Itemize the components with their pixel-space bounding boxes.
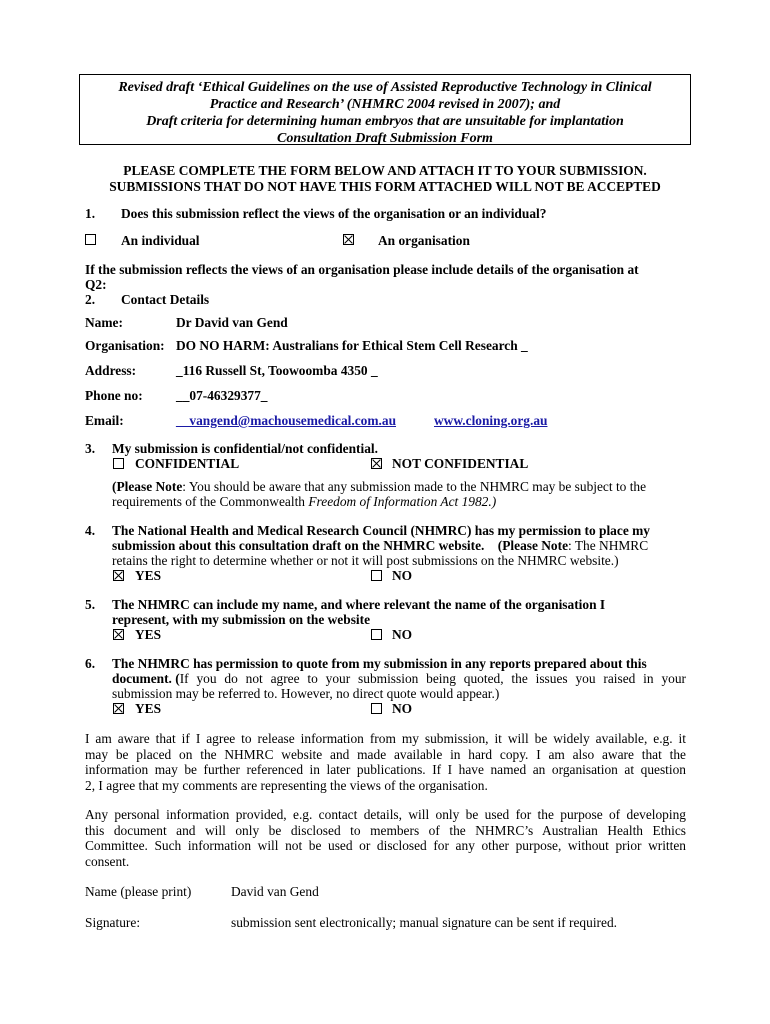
form-title <box>79 74 691 145</box>
awareness-line-3: information may be further referenced in later publications. If I have named an organisation at question <box>85 762 686 777</box>
q5-no-checkbox[interactable] <box>371 629 382 640</box>
confidential-checkbox[interactable] <box>113 458 124 469</box>
name-label: Name: <box>85 315 123 330</box>
privacy-paragraph <box>85 807 686 869</box>
organisation-label: An organisation <box>378 233 470 248</box>
phone-label: Phone no: <box>85 388 143 403</box>
org-note-line-1: If the submission reflects the views of an organisation please include details of the organisation at <box>85 262 639 277</box>
signature-field[interactable]: submission sent electronically; manual signature can be sent if required. <box>231 915 617 930</box>
q3-note-text: : You should be aware that any submission made to the NHMRC may be subject to the <box>182 479 647 494</box>
q4-line-2-bold: submission about this consultation draft on the NHMRC website. <box>112 538 485 553</box>
q6-line-2 <box>112 671 686 687</box>
awareness-line-2: may be placed on the NHMRC website and made available in hard copy. I am also aware that the <box>85 746 686 762</box>
q1-question: Does this submission reflect the views of the organisation or an individual? <box>121 206 547 221</box>
q4-note-text: : The NHMRC <box>568 538 649 553</box>
individual-checkbox[interactable] <box>85 234 96 245</box>
q4-line-1: The National Health and Medical Research Council (NHMRC) has my permission to place my <box>112 523 650 538</box>
address-label: Address: <box>85 363 137 378</box>
print-name-label: Name (please print) <box>85 884 192 899</box>
q4-yes-label: YES <box>135 568 162 583</box>
q6-no-checkbox[interactable] <box>371 703 382 714</box>
q5-yes-label: YES <box>135 627 162 642</box>
q4-number: 4. <box>85 523 96 538</box>
q4-no-label: NO <box>392 568 413 583</box>
foi-act: Freedom of Information Act 1982.) <box>308 494 497 509</box>
q6-line-3: submission may be referred to. However, no direct quote would appear.) <box>112 686 500 701</box>
privacy-line-2: this document and will only be disclosed to members of the NHMRC’s Australian Health Ethics <box>85 822 686 838</box>
email-label: Email: <box>85 413 124 428</box>
q2-number: 2. <box>85 292 96 307</box>
confidential-label: CONFIDENTIAL <box>135 456 240 471</box>
q5-yes-checkbox[interactable] <box>113 629 124 640</box>
instruction-line-2: SUBMISSIONS THAT DO NOT HAVE THIS FORM ATTACHED WILL NOT BE ACCEPTED <box>109 179 661 194</box>
q4-line-3: retains the right to determine whether or not it will post submissions on the NHMRC website.) <box>112 553 619 568</box>
q6-line-2-text: If you do not agree to your submission being quoted, the issues you raised in your <box>179 671 686 686</box>
organisation-checkbox[interactable] <box>343 234 354 245</box>
q1-number: 1. <box>85 206 96 221</box>
q5-number: 5. <box>85 597 96 612</box>
address-field[interactable]: _116 Russell St, Toowoomba 4350 _ <box>176 363 378 378</box>
q3-number: 3. <box>85 441 96 456</box>
privacy-line-3: Committee. Such information will not be used or disclosed for any other purpose, without prior written <box>85 838 686 853</box>
instruction-line-1: PLEASE COMPLETE THE FORM BELOW AND ATTACH IT TO YOUR SUBMISSION. <box>123 163 647 178</box>
q3-note-text-2: requirements of the Commonwealth <box>112 494 309 509</box>
q6-yes-checkbox[interactable] <box>113 703 124 714</box>
title-line-4: Consultation Draft Submission Form <box>277 131 493 146</box>
q5-no-label: NO <box>392 627 413 642</box>
q4-no-checkbox[interactable] <box>371 570 382 581</box>
phone-field[interactable]: __07-46329377_ <box>176 388 268 403</box>
awareness-paragraph <box>85 731 686 793</box>
not-confidential-checkbox[interactable] <box>371 458 382 469</box>
q4-note-label: (Please Note <box>497 538 569 553</box>
q6-line-1: The NHMRC has permission to quote from my submission in any reports prepared about this <box>112 656 647 671</box>
email-link[interactable]: __vangend@machousemedical.com.au <box>176 413 397 428</box>
title-line-1: Revised draft ‘Ethical Guidelines on the use of Assisted Reproductive Technology in Clinical <box>118 80 652 95</box>
q3-question: My submission is confidential/not confidential. <box>112 441 378 456</box>
awareness-line-4: 2, I agree that my comments are representing the views of the organisation. <box>85 777 488 793</box>
individual-label: An individual <box>121 233 200 248</box>
q2-heading: Contact Details <box>121 292 210 307</box>
title-line-3: Draft criteria for determining human embryos that are unsuitable for implantation <box>146 114 624 129</box>
not-confidential-label: NOT CONFIDENTIAL <box>392 456 529 471</box>
organisation-field[interactable]: DO NO HARM: Australians for Ethical Stem Cell Research _ <box>176 338 528 353</box>
privacy-line-1: Any personal information provided, e.g. contact details, will only be used for the purpose of developing <box>85 807 686 822</box>
q6-line-2-bold: document. ( <box>112 671 180 686</box>
privacy-line-4: consent. <box>85 853 130 869</box>
q4-yes-checkbox[interactable] <box>113 570 124 581</box>
website-link[interactable]: www.cloning.org.au <box>434 413 548 428</box>
q3-note-line-1 <box>112 479 646 495</box>
q5-line-1: The NHMRC can include my name, and where relevant the name of the organisation I <box>112 597 606 612</box>
print-name-field[interactable]: David van Gend <box>231 884 319 899</box>
q6-no-label: NO <box>392 701 413 716</box>
q4-line-2 <box>112 538 648 554</box>
q6-number: 6. <box>85 656 96 671</box>
awareness-line-1: I am aware that if I agree to release information from my submission, it will be widely available, e.g. it <box>85 731 686 746</box>
name-field[interactable]: Dr David van Gend <box>176 315 288 330</box>
org-note-line-2: Q2: <box>85 277 107 292</box>
q3-note-line-2 <box>112 494 496 510</box>
q3-note-label: (Please Note <box>112 479 183 494</box>
q5-line-2: represent, with my submission on the website <box>112 612 371 627</box>
q6-yes-label: YES <box>135 701 162 716</box>
title-line-2: Practice and Research’ (NHMRC 2004 revised in 2007); and <box>209 97 561 112</box>
organisation-field-label: Organisation: <box>85 338 165 353</box>
signature-label: Signature: <box>85 915 141 930</box>
